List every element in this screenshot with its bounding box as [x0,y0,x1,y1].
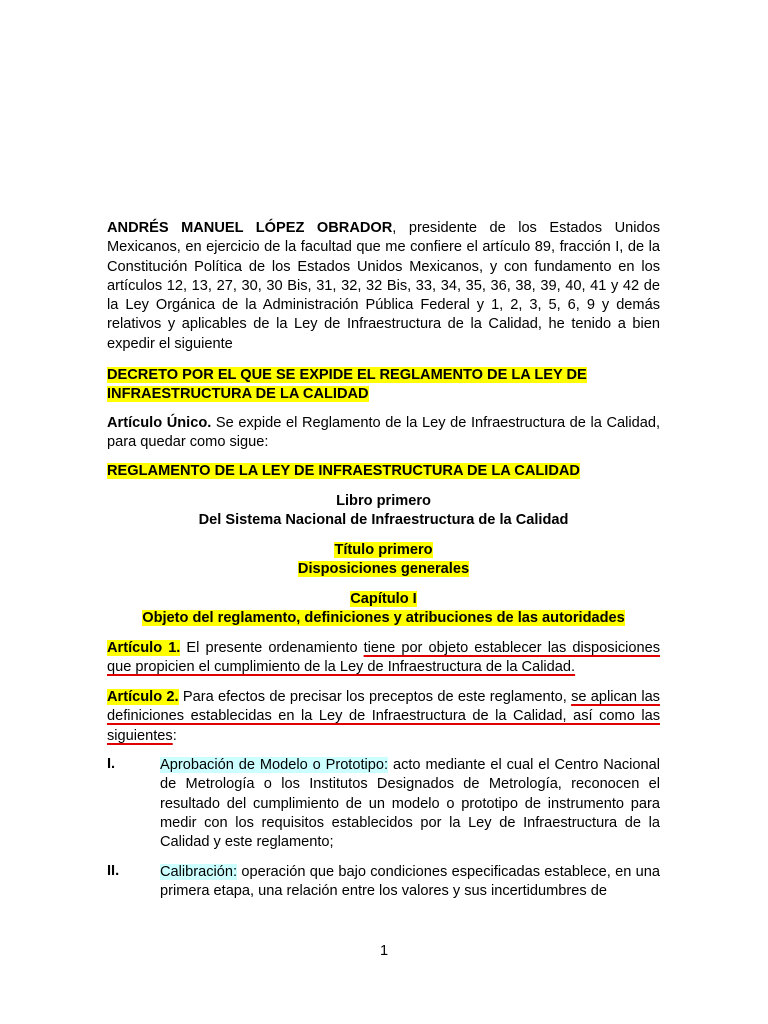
decree-title-line2: INFRAESTRUCTURA DE LA CALIDAD [107,386,369,403]
capitulo-line2: Objeto del reglamento, definiciones y atribuciones de las autoridades [142,610,625,627]
decree-title-line1: DECRETO POR EL QUE SE EXPIDE EL REGLAMENTO DE LA LEY DE [107,367,587,383]
list-item-text [160,863,660,902]
titulo-line1: Título primero [334,542,433,558]
reglamento-title [107,462,660,481]
author-name: ANDRÉS MANUEL LÓPEZ OBRADOR [107,220,393,236]
articulo-unico-label: Artículo Único. [107,415,212,431]
list-item-number: I. [107,756,116,772]
articulo-2-pre: Para efectos de precisar los preceptos de este reglamento, [178,689,572,705]
list-item-number: II. [107,863,120,879]
definition-term: Aprobación de Modelo o Prototipo: [160,757,389,773]
capitulo-heading [107,590,660,629]
intro-text: , presidente de los Estados Unidos Mexicanos, en ejercicio de la facultad que me confiere el artículo 89, fracción I, de la Constitución Política de los Estados Unidos Mexicanos, y con fundamento en los artículos 12, 13, 27, 30, 30 Bis, 31, 32, 32 Bis, 33, 34, 35, 36, 38, 39, 40, 41 y 42 de la Ley Orgánica de la Administración Pública Federal y 1, 2, 3, 5, 6, 9 y demás relativos y aplicables de la Ley de Infraestructura de la Calidad, he tenido a bien expedir el siguiente [107,220,660,352]
titulo-line2: Disposiciones generales [297,561,470,578]
titulo-heading [107,541,660,580]
articulo-unico [107,414,660,453]
articulo-1 [107,639,660,678]
list-item [107,756,660,852]
definition-text: acto mediante el cual el Centro Nacional de Metrología o los Institutos Designados de Metrología, reconocen el resultado del cumplimiento de un modelo o prototipo de instrumento para medir con los requisitos establecidos por la Ley de Infraestructura de la Calidad y este reglamento; [160,757,660,851]
libro-heading [107,492,660,531]
libro-line2: Del Sistema Nacional de Infraestructura de la Calidad [198,512,569,529]
articulo-2-post: : [172,727,177,744]
reglamento-title-text: REGLAMENTO DE LA LEY DE INFRAESTRUCTURA DE LA CALIDAD [107,463,580,479]
articulo-2 [107,688,660,746]
articulo-1-pre: El presente ordenamiento [180,640,364,656]
decree-title [107,366,660,405]
capitulo-line1: Capítulo I [350,591,417,607]
list-item [107,863,660,902]
intro-paragraph [107,219,660,354]
articulo-2-label: Artículo 2. [107,689,179,705]
page-number: 1 [379,943,389,959]
definition-term: Calibración: [160,864,238,880]
articulo-2-underlined: se aplican las definiciones establecidas en la Ley de Infraestructura de la Calidad, así como las siguientes [107,689,660,744]
articulo-1-underlined: tiene por objeto establecer las disposiciones que propicien el cumplimiento de la Ley de Infraestructura de la Calidad. [107,640,661,676]
list-item-text [160,756,660,852]
definition-text: operación que bajo condiciones especificadas establece, en una primera etapa, una relación entre los valores y sus incertidumbres de [160,864,660,900]
articulo-unico-text: Se expide el Reglamento de la Ley de Infraestructura de la Calidad, para quedar como sigue: [107,415,660,451]
articulo-1-label: Artículo 1. [107,640,181,656]
libro-line1: Libro primero [336,493,431,509]
